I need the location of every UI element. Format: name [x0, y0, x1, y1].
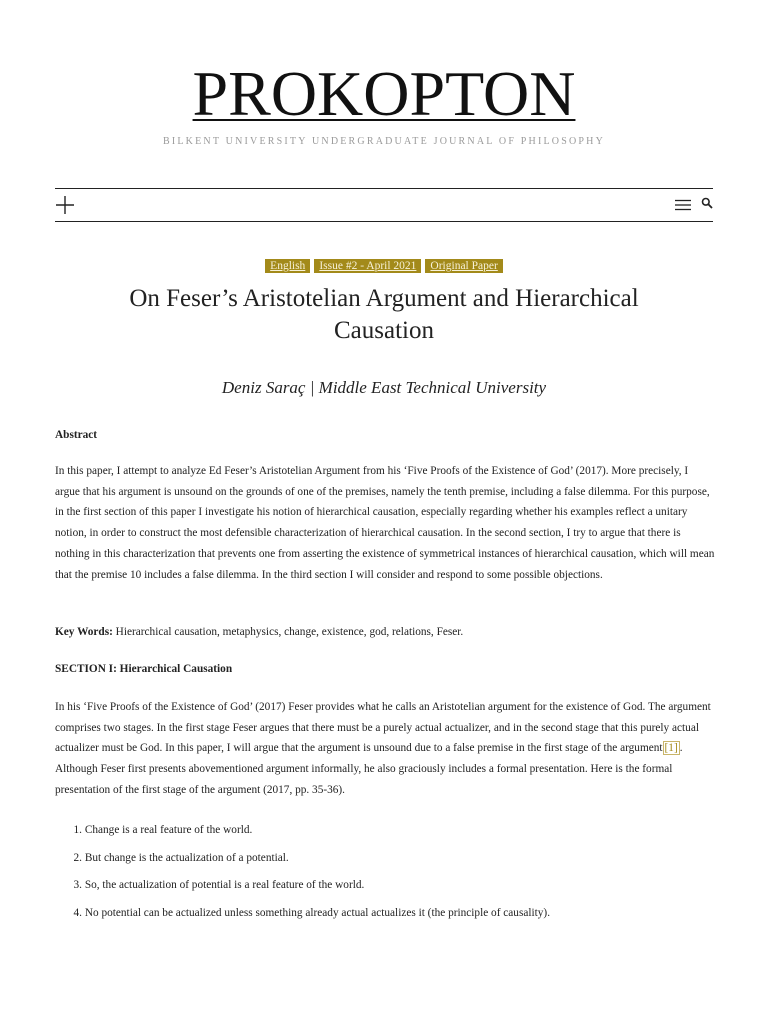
site-title[interactable]: PROKOPTON [192, 58, 576, 129]
list-number: 3. [73, 879, 82, 892]
list-item [55, 820, 715, 848]
list-text: So, the actualization of potential is a real feature of the world. [84, 879, 365, 892]
keywords-paragraph [55, 622, 715, 643]
list-item [55, 875, 715, 903]
search-icon[interactable] [701, 197, 713, 209]
tag-english[interactable]: English [265, 259, 310, 273]
keywords-text: Hierarchical causation, metaphysics, change, existence, god, relations, Feser. [112, 626, 464, 638]
abstract-heading: Abstract [55, 429, 98, 441]
intro-text-after: . Although Feser first presents abovementioned argument informally, he also graciously includes a formal presentation. Here is the formal presentation of the first stage of the argument (2017, pp. 35-36). [55, 742, 683, 796]
post-tags [0, 259, 768, 273]
site-tagline: BILKENT UNIVERSITY UNDERGRADUATE JOURNAL OF PHILOSOPHY [162, 136, 606, 147]
tag-original-paper[interactable]: Original Paper [425, 259, 502, 273]
footnote-link[interactable]: [1] [664, 742, 678, 755]
masthead [0, 0, 768, 147]
list-number: 4. [73, 906, 82, 919]
keywords-label: Key Words: [55, 626, 113, 638]
section-heading: SECTION I: Hierarchical Causation [55, 663, 233, 675]
plus-icon[interactable] [55, 195, 75, 215]
list-text: But change is the actualization of a potential. [84, 851, 289, 864]
post-title: On Feser’s Aristotelian Argument and Hierarchical Causation [129, 285, 639, 344]
premises-list [55, 820, 715, 930]
hamburger-menu-icon[interactable] [675, 199, 691, 211]
list-text: No potential can be actualized unless something already actual actualizes it (the principle of causality). [84, 906, 551, 919]
list-text: Change is a real feature of the world. [84, 824, 253, 836]
post-author: Deniz Saraç | Middle East Technical University [221, 378, 547, 397]
intro-paragraph [55, 697, 715, 801]
intro-text-before: In his ‘Five Proofs of the Existence of God’ (2017) Feser provides what he calls an Aristotelian argument for the existence of God. The argument comprises two stages. In the first stage Feser argues that there must be a purely actual actualizer, and in the second stage that this purely actual actualizer must be God. In this paper, I will argue that the argument is unsound due to a false premise in the first stage of the argument [55, 701, 711, 755]
abstract-paragraph [55, 461, 715, 585]
tag-issue[interactable]: Issue #2 - April 2021 [314, 259, 421, 273]
navigation-bar [55, 188, 713, 222]
list-item [55, 848, 715, 876]
list-number: 1. [73, 824, 82, 836]
abstract-text: In this paper, I attempt to analyze Ed Feser’s Aristotelian Argument from his ‘Five Proofs of the Existence of God’ (2017). More precisely, I argue that his argument is unsound on the grounds of one of the premises, namely the tenth premise, including a false dilemma. For this purpose, in the first section of this paper I investigate his notion of hierarchical causation, especially regarding whether his examples reflect a unitary notion, in order to construct the most defensible characterization of hierarchical causation. In the second section, I try to argue that there is nothing in this characterization that prevents one from asserting the existence of symmetrical instances of hierarchical causation, which will mean that the premise 10 includes a false dilemma. In the third section I will consider and respond to some possible objections. [55, 465, 715, 581]
list-number: 2. [73, 851, 82, 864]
list-item [55, 903, 715, 931]
